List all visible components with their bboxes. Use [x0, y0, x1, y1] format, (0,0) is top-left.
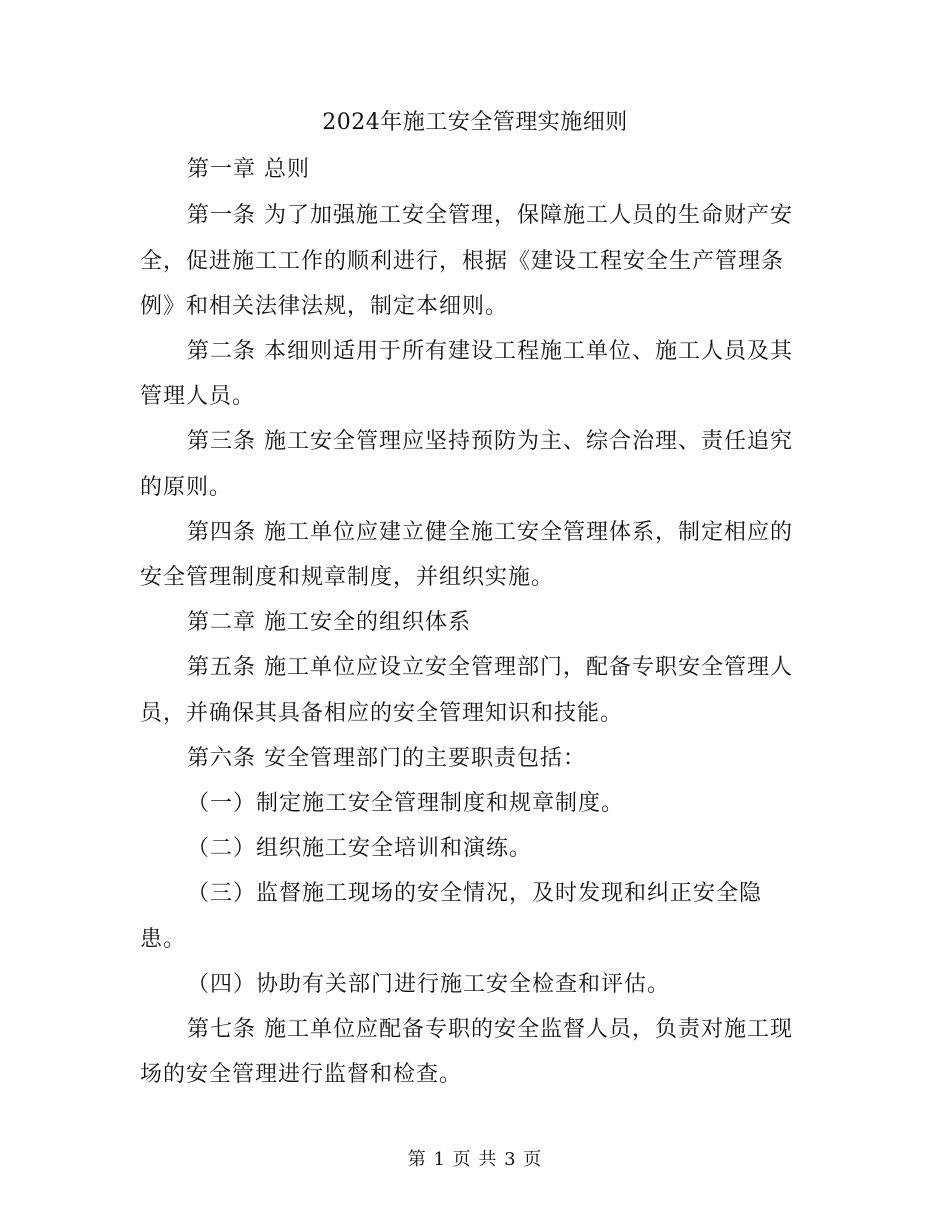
- paragraph-line: 第七条 施工单位应配备专职的安全监督人员，负责对施工现: [187, 1017, 793, 1042]
- paragraph-line: 第一条 为了加强施工安全管理，保障施工人员的生命财产安: [187, 203, 793, 228]
- paragraph-line: 第四条 施工单位应建立健全施工安全管理体系，制定相应的: [187, 520, 793, 545]
- document-title: 2024年施工安全管理实施细则: [322, 110, 628, 135]
- list-item: （一）制定施工安全管理制度和规章制度。: [187, 791, 625, 816]
- list-item: （四）协助有关部门进行施工安全检查和评估。: [187, 972, 671, 997]
- chapter-heading: 第二章 施工安全的组织体系: [187, 610, 471, 635]
- paragraph-line: 全，促进施工工作的顺利进行，根据《建设工程安全生产管理条: [140, 249, 785, 274]
- paragraph-line: 场的安全管理进行监督和检查。: [140, 1062, 463, 1087]
- list-item: （二）组织施工安全培训和演练。: [187, 836, 533, 861]
- paragraph-line: 第二条 本细则适用于所有建设工程施工单位、施工人员及其: [187, 339, 793, 364]
- list-item: （三）监督施工现场的安全情况，及时发现和纠正安全隐: [187, 881, 763, 906]
- paragraph-line: 安全管理制度和规章制度，并组织实施。: [140, 565, 555, 590]
- paragraph-line: 第三条 施工安全管理应坚持预防为主、综合治理、责任追究: [187, 429, 793, 454]
- chapter-heading: 第一章 总则: [187, 157, 310, 182]
- paragraph-line: 第六条 安全管理部门的主要职责包括：: [187, 746, 586, 771]
- list-item-continuation: 患。: [140, 927, 187, 952]
- paragraph-line: 的原则。: [140, 475, 233, 500]
- paragraph-line: 员，并确保其具备相应的安全管理知识和技能。: [140, 701, 624, 726]
- paragraph-line: 管理人员。: [140, 384, 256, 409]
- paragraph-line: 第五条 施工单位应设立安全管理部门，配备专职安全管理人: [187, 655, 793, 680]
- page-footer: 第 1 页 共 3 页: [407, 1149, 543, 1170]
- paragraph-line: 例》和相关法律法规，制定本细则。: [140, 294, 509, 319]
